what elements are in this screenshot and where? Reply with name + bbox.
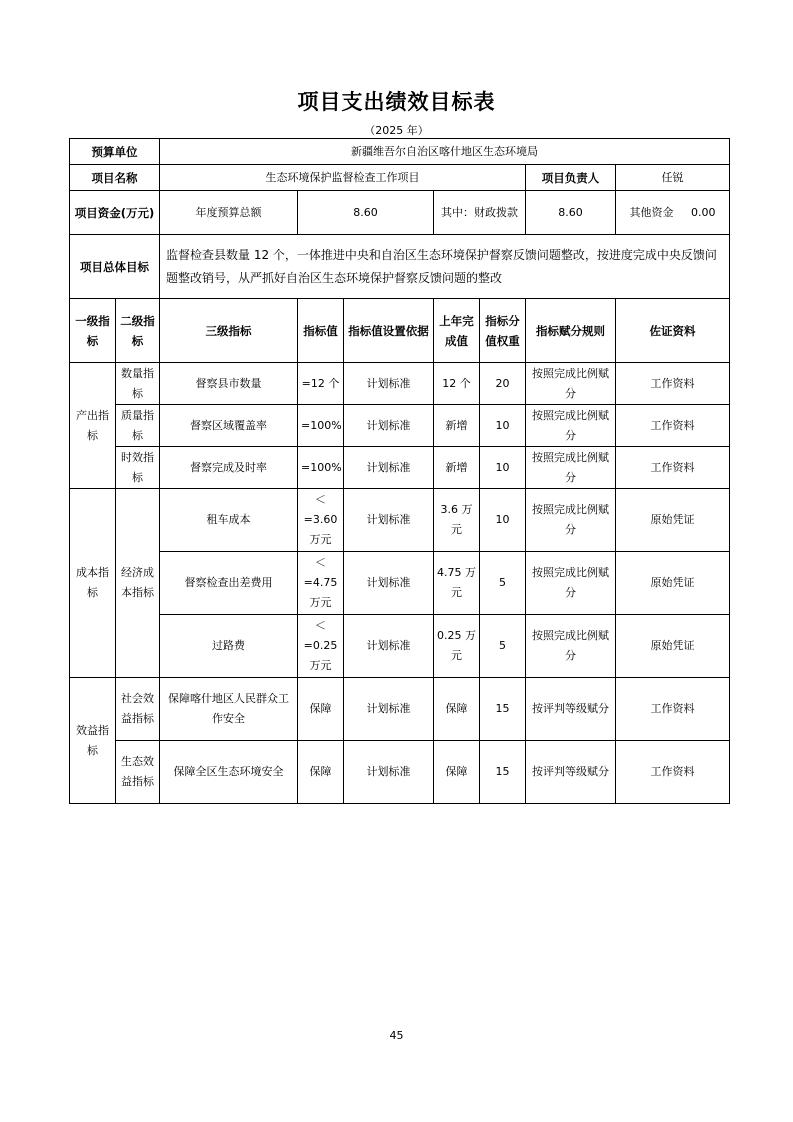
row-value: 保障 xyxy=(298,678,344,741)
row-l3: 保障喀什地区人民群众工作安全 xyxy=(160,678,298,741)
row-value: 保障 xyxy=(298,741,344,804)
row-basis: 计划标准 xyxy=(344,741,434,804)
table-row xyxy=(70,363,730,405)
group-output: 产出指标 xyxy=(70,363,116,489)
header-value: 指标值 xyxy=(298,299,344,363)
header-level2: 二级指标 xyxy=(116,299,160,363)
row-evidence: 原始凭证 xyxy=(616,552,730,615)
row-l2: 生态效益指标 xyxy=(116,741,160,804)
row-rule: 按照完成比例赋分 xyxy=(526,447,616,489)
row-evidence: 原始凭证 xyxy=(616,615,730,678)
row-basis: 计划标准 xyxy=(344,489,434,552)
row-weight: 20 xyxy=(480,363,526,405)
other-value: 0.00 xyxy=(691,205,716,219)
other-label: 其他资金 xyxy=(629,205,674,219)
row-value: ＜=4.75 万元 xyxy=(298,552,344,615)
row-evidence: 工作资料 xyxy=(616,363,730,405)
goal-text: 监督检查县数量 12 个，一体推进中央和自治区生态环境保护督察反馈问题整改，按进度完成中央反馈问题整改销号，从严抓好自治区生态环境保护督察反馈问题的整改 xyxy=(160,235,730,299)
funds-row xyxy=(70,191,730,235)
group-cost: 成本指标 xyxy=(70,489,116,678)
row-evidence: 工作资料 xyxy=(616,741,730,804)
other-funds xyxy=(616,191,730,235)
row-value: =12 个 xyxy=(298,363,344,405)
row-weight: 5 xyxy=(480,615,526,678)
table-row xyxy=(70,405,730,447)
annual-label: 年度预算总额 xyxy=(160,191,298,235)
row-l3: 督察区域覆盖率 xyxy=(160,405,298,447)
row-last: 3.6 万元 xyxy=(434,489,480,552)
table-row xyxy=(70,489,730,552)
row-basis: 计划标准 xyxy=(344,405,434,447)
row-basis: 计划标准 xyxy=(344,552,434,615)
row-value: =100% xyxy=(298,405,344,447)
header-last-year: 上年完成值 xyxy=(434,299,480,363)
row-last: 保障 xyxy=(434,741,480,804)
unit-row xyxy=(70,139,730,165)
row-evidence: 工作资料 xyxy=(616,447,730,489)
header-row xyxy=(70,299,730,363)
group-benefit: 效益指标 xyxy=(70,678,116,804)
table-row xyxy=(70,447,730,489)
row-rule: 按照完成比例赋分 xyxy=(526,489,616,552)
row-weight: 10 xyxy=(480,489,526,552)
row-rule: 按照完成比例赋分 xyxy=(526,552,616,615)
fiscal-label: 其中：财政拨款 xyxy=(434,191,526,235)
row-rule: 按照完成比例赋分 xyxy=(526,363,616,405)
row-l3: 保障全区生态环境安全 xyxy=(160,741,298,804)
row-last: 12 个 xyxy=(434,363,480,405)
row-last: 新增 xyxy=(434,405,480,447)
row-l2: 质量指标 xyxy=(116,405,160,447)
row-weight: 15 xyxy=(480,678,526,741)
row-rule: 按照完成比例赋分 xyxy=(526,405,616,447)
row-last: 保障 xyxy=(434,678,480,741)
owner-value: 任锐 xyxy=(616,165,730,191)
row-l3: 过路费 xyxy=(160,615,298,678)
row-rule: 按评判等级赋分 xyxy=(526,678,616,741)
page-title: 项目支出绩效目标表 xyxy=(297,90,496,114)
row-l3: 督察县市数量 xyxy=(160,363,298,405)
header-basis: 指标值设置依据 xyxy=(344,299,434,363)
goal-label: 项目总体目标 xyxy=(70,235,160,299)
table-row xyxy=(70,552,730,615)
page-number: 45 xyxy=(389,1029,404,1042)
header-evidence: 佐证资料 xyxy=(616,299,730,363)
row-weight: 15 xyxy=(480,741,526,804)
row-evidence: 原始凭证 xyxy=(616,489,730,552)
performance-table xyxy=(69,138,730,804)
header-rule: 指标赋分规则 xyxy=(526,299,616,363)
owner-label: 项目负责人 xyxy=(526,165,616,191)
row-last: 0.25 万元 xyxy=(434,615,480,678)
row-basis: 计划标准 xyxy=(344,678,434,741)
row-weight: 10 xyxy=(480,447,526,489)
row-basis: 计划标准 xyxy=(344,363,434,405)
header-level3: 三级指标 xyxy=(160,299,298,363)
goal-row xyxy=(70,235,730,299)
row-l3: 租车成本 xyxy=(160,489,298,552)
row-l3: 督察完成及时率 xyxy=(160,447,298,489)
row-evidence: 工作资料 xyxy=(616,405,730,447)
unit-label: 预算单位 xyxy=(70,139,160,165)
header-weight: 指标分值权重 xyxy=(480,299,526,363)
row-l2: 经济成本指标 xyxy=(116,489,160,678)
row-weight: 5 xyxy=(480,552,526,615)
row-evidence: 工作资料 xyxy=(616,678,730,741)
table-row xyxy=(70,615,730,678)
row-rule: 按评判等级赋分 xyxy=(526,741,616,804)
table-row xyxy=(70,741,730,804)
row-last: 新增 xyxy=(434,447,480,489)
row-l3: 督察检查出差费用 xyxy=(160,552,298,615)
row-l2: 社会效益指标 xyxy=(116,678,160,741)
row-last: 4.75 万元 xyxy=(434,552,480,615)
table-row xyxy=(70,678,730,741)
project-value: 生态环境保护监督检查工作项目 xyxy=(160,165,526,191)
row-value: =100% xyxy=(298,447,344,489)
project-row xyxy=(70,165,730,191)
unit-value: 新疆维吾尔自治区喀什地区生态环境局 xyxy=(160,139,730,165)
row-basis: 计划标准 xyxy=(344,447,434,489)
row-basis: 计划标准 xyxy=(344,615,434,678)
fiscal-value: 8.60 xyxy=(526,191,616,235)
row-l2: 时效指标 xyxy=(116,447,160,489)
row-value: ＜=3.60 万元 xyxy=(298,489,344,552)
project-label: 项目名称 xyxy=(70,165,160,191)
header-level1: 一级指标 xyxy=(70,299,116,363)
funds-label: 项目资金(万元) xyxy=(70,191,160,235)
row-weight: 10 xyxy=(480,405,526,447)
row-value: ＜=0.25 万元 xyxy=(298,615,344,678)
year-label: （2025 年） xyxy=(364,124,429,137)
row-rule: 按照完成比例赋分 xyxy=(526,615,616,678)
annual-value: 8.60 xyxy=(298,191,434,235)
row-l2: 数量指标 xyxy=(116,363,160,405)
